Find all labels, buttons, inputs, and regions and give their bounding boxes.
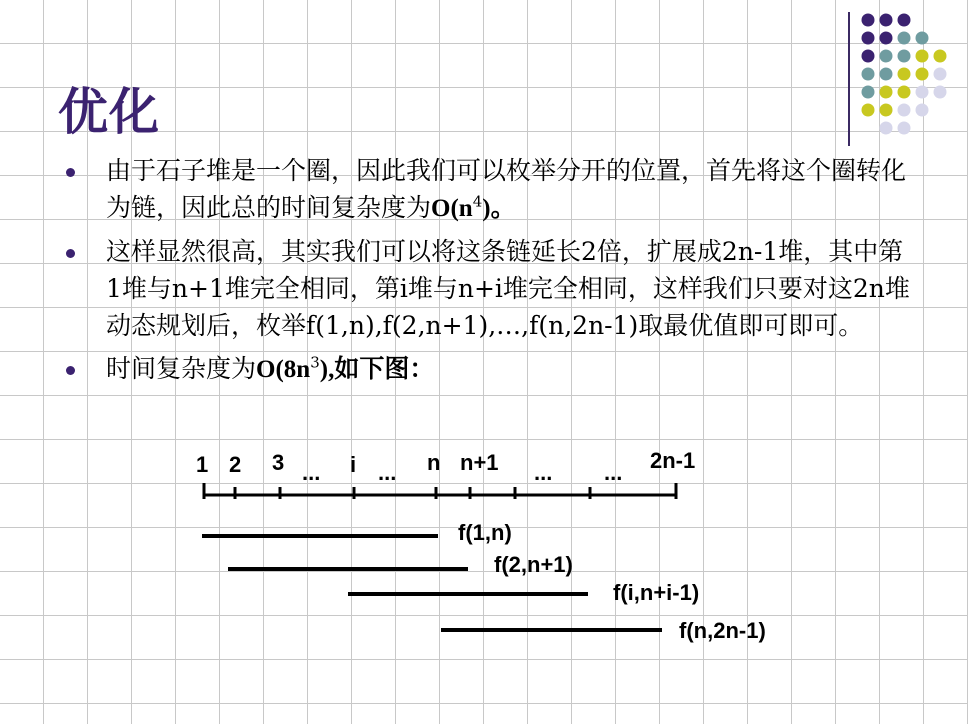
decorative-dot xyxy=(898,14,911,27)
decorative-dot xyxy=(916,50,929,63)
decorative-dot xyxy=(934,86,947,99)
bullet-dot-icon xyxy=(66,168,75,177)
bullet-dot-icon xyxy=(66,249,75,258)
axis-label-2n-minus-1: 2n-1 xyxy=(650,448,696,473)
axis-label-ellipsis-4: ... xyxy=(604,460,623,485)
decorative-dot xyxy=(862,50,875,63)
decorative-dot xyxy=(898,104,911,117)
bullet-item-2 xyxy=(66,233,916,344)
axis-label-1: 1 xyxy=(196,452,209,477)
decorative-dot xyxy=(862,86,875,99)
bullet-item-3 xyxy=(66,350,916,388)
decorative-dot xyxy=(880,104,893,117)
decorative-dot xyxy=(862,104,875,117)
decorative-dot xyxy=(862,14,875,27)
axis-ticks xyxy=(204,483,676,499)
decorative-dot xyxy=(862,32,875,45)
decorative-dot xyxy=(862,68,875,81)
decorative-dot xyxy=(916,32,929,45)
axis-label-n-plus-1: n+1 xyxy=(460,450,499,475)
bullet-3-text: 时间复杂度为 xyxy=(106,354,257,383)
bullet-dot-icon xyxy=(66,366,75,375)
decorative-dot xyxy=(934,68,947,81)
decorative-divider-line xyxy=(848,12,850,146)
decorative-dot xyxy=(934,50,947,63)
decorative-dot xyxy=(880,50,893,63)
decorative-dot xyxy=(880,122,893,135)
bullet-item-1 xyxy=(66,152,916,227)
axis-label-ellipsis-1: ... xyxy=(302,460,321,485)
bullet-3-exponent: 3 xyxy=(310,353,320,372)
decorative-dot xyxy=(880,68,893,81)
segment-label-4: f(n,2n-1) xyxy=(679,618,766,643)
axis-label-ellipsis-3: ... xyxy=(534,460,553,485)
decorative-dot xyxy=(898,50,911,63)
axis-label-i: i xyxy=(350,452,357,477)
decorative-dot xyxy=(898,32,911,45)
bullet-1-formula: O(n xyxy=(431,195,473,222)
bullet-3-formula: O(8n xyxy=(256,356,311,383)
decorative-dot xyxy=(916,68,929,81)
bullet-2-text: 这样显然很高，其实我们可以将这条链延长2倍，扩展成2n-1堆，其中第1堆与n+1堆完全相同，第i堆与n+i堆完全相同，这样我们只要对这2n堆动态规划后，枚举f(1,n),f(2,n+1),…,f(n,2n-1)取最优值即可即可。 xyxy=(106,237,910,340)
decorative-dot xyxy=(880,86,893,99)
axis-label-2: 2 xyxy=(229,452,242,477)
decorative-dot xyxy=(898,68,911,81)
segment-label-3: f(i,n+i-1) xyxy=(613,580,700,605)
decorative-dot xyxy=(898,122,911,135)
decorative-dot xyxy=(916,86,929,99)
slide-title: 优化 xyxy=(58,83,160,141)
bullet-1-text: 由于石子堆是一个圈，因此我们可以枚举分开的位置，首先将这个圈转化为链，因此总的时间复杂度为 xyxy=(106,156,907,222)
axis-label-3: 3 xyxy=(272,450,285,475)
bullet-list xyxy=(66,152,916,394)
bullet-1-exponent: 4 xyxy=(472,192,483,211)
decorative-dot xyxy=(880,14,893,27)
decorative-dot-grid xyxy=(858,12,958,162)
bullet-1-formula-end: )。 xyxy=(482,195,516,222)
segment-label-1: f(1,n) xyxy=(458,520,512,545)
decorative-dot xyxy=(898,86,911,99)
decorative-dot xyxy=(916,104,929,117)
segment-label-2: f(2,n+1) xyxy=(494,552,573,577)
bullet-3-formula-end: ),如下图： xyxy=(319,356,435,383)
interval-diagram xyxy=(190,440,830,660)
decorative-dot xyxy=(880,32,893,45)
axis-label-n: n xyxy=(427,450,441,475)
axis-label-ellipsis-2: ... xyxy=(378,460,397,485)
